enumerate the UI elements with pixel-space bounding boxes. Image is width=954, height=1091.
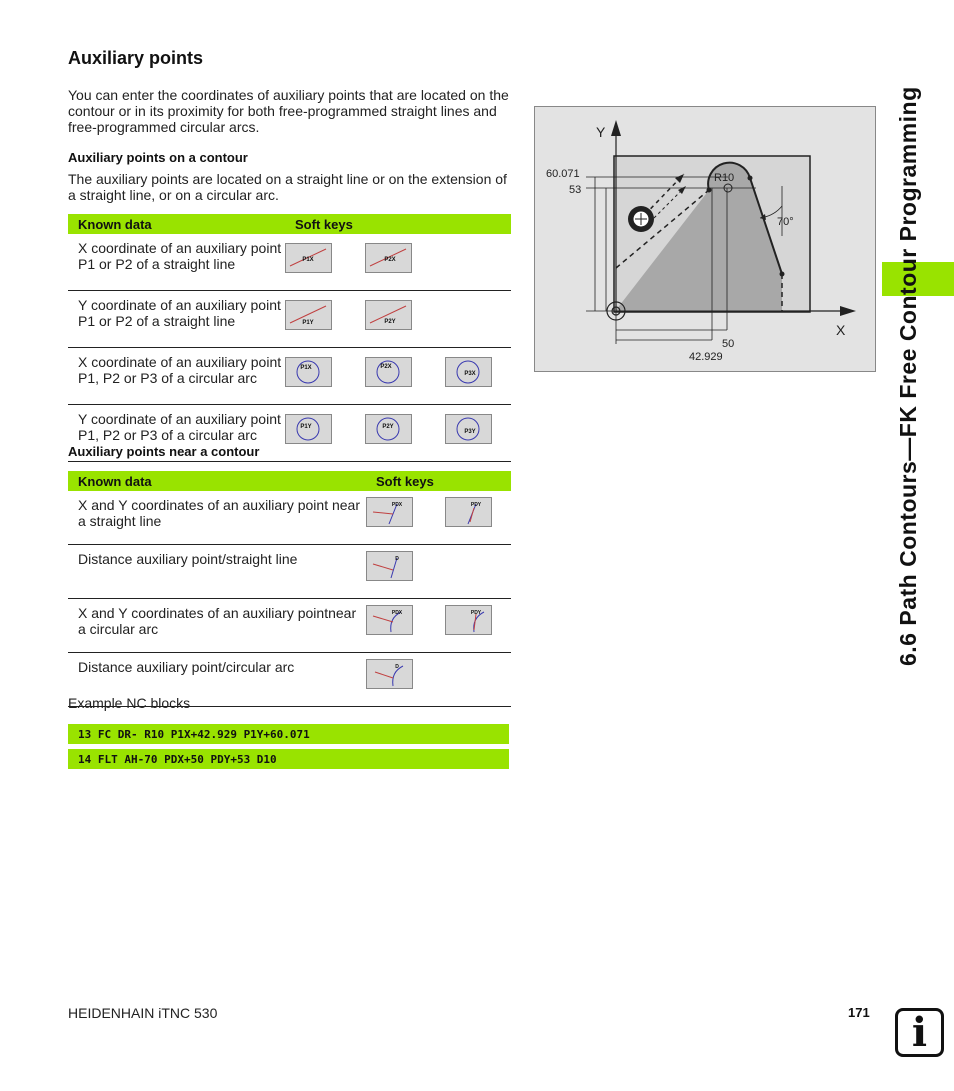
table-header-row (68, 471, 511, 491)
softkey-label: P3Y (464, 429, 476, 435)
softkey-label: PDY (470, 502, 482, 508)
auxiliary-point (780, 272, 785, 277)
table-row (68, 291, 511, 348)
col-soft-keys: Soft keys (366, 471, 511, 491)
table-row (68, 599, 511, 653)
near-contour-table (68, 471, 511, 707)
softkey-p1y-arc[interactable] (285, 414, 332, 444)
axis-label-x: X (836, 322, 846, 338)
softkey-p2y-line[interactable] (365, 300, 412, 330)
softkey-pdy-arc[interactable] (445, 605, 492, 635)
softkey-p3y-arc[interactable] (445, 414, 492, 444)
col-known-data: Known data (68, 214, 285, 234)
row-description: Y coordinate of an auxiliary point P1, P2 or P3 of a circular arc (68, 405, 285, 462)
softkey-label: D (395, 556, 399, 562)
softkey-pdx-line[interactable] (366, 497, 413, 527)
row-description: Y coordinate of an auxiliary point P1 or P2 of a straight line (68, 291, 285, 348)
angle-label: 70° (777, 216, 794, 228)
chapter-title: 6.6 Path Contours—FK Free Contour Programming (895, 86, 921, 666)
softkey-p1x-line[interactable] (285, 243, 332, 273)
example-label: Example NC blocks (68, 695, 191, 711)
row-description: X coordinate of an auxiliary point P1 or P2 of a straight line (68, 234, 285, 291)
col-soft-keys: Soft keys (285, 214, 511, 234)
softkey-label: P2X (380, 364, 392, 370)
softkey-label: P1Y (302, 320, 314, 326)
col-known-data: Known data (68, 471, 366, 491)
softkey-label: PDY (470, 610, 482, 616)
info-icon: i (895, 1008, 944, 1057)
near-contour-heading: Auxiliary points near a contour (68, 444, 260, 459)
softkey-label: P2Y (382, 424, 394, 430)
section-title: Auxiliary points (68, 48, 204, 68)
softkey-label: PDX (391, 610, 403, 616)
dimension-label-42929: 42.929 (689, 351, 723, 363)
dimension-label-60071: 60.071 (546, 168, 580, 180)
softkey-p2x-arc[interactable] (365, 357, 412, 387)
radius-label: R10 (714, 172, 735, 184)
softkey-d-line[interactable] (366, 551, 413, 581)
row-description: X coordinate of an auxiliary point P1, P2 or P3 of a circular arc (68, 348, 285, 405)
softkey-label: P1X (300, 365, 312, 371)
row-description: X and Y coordinates of an auxiliary point near a straight line (68, 491, 366, 545)
row-description: Distance auxiliary point/straight line (68, 545, 366, 599)
dimension-label-53: 53 (569, 184, 582, 196)
softkey-pdy-line[interactable] (445, 497, 492, 527)
intro-paragraph: You can enter the coordinates of auxiliary points that are located on the contour or in its proximity for both free-programmed straight lines and free-programmed circular arcs. (68, 87, 509, 135)
table-row (68, 234, 511, 291)
table-row (68, 545, 511, 599)
softkey-label: P3X (464, 371, 476, 377)
row-description: Distance auxiliary point/circular arc (68, 653, 366, 707)
softkey-label: PDX (391, 502, 403, 508)
table-header-row (68, 214, 511, 234)
page-number: 171 (848, 1005, 870, 1020)
table-row (68, 348, 511, 405)
softkey-label: P2Y (384, 319, 396, 325)
softkey-label: P2X (384, 257, 396, 263)
contour-figure (534, 106, 876, 372)
softkey-p1y-line[interactable] (285, 300, 332, 330)
row-description: X and Y coordinates of an auxiliary pointnear a circular arc (68, 599, 366, 653)
softkey-p3x-arc[interactable] (445, 357, 492, 387)
axis-label-y: Y (596, 124, 606, 140)
softkey-label: D (395, 664, 399, 670)
on-contour-table (68, 214, 511, 462)
dimension-label-50: 50 (722, 338, 735, 350)
softkey-p2y-arc[interactable] (365, 414, 412, 444)
softkey-label: P1X (302, 257, 314, 263)
nc-block: 13 FC DR- R10 P1X+42.929 P1Y+60.071 (68, 724, 509, 744)
on-contour-heading: Auxiliary points on a contour (68, 150, 248, 165)
auxiliary-point (748, 176, 753, 181)
auxiliary-point (707, 188, 712, 193)
nc-block: 14 FLT AH-70 PDX+50 PDY+53 D10 (68, 749, 509, 769)
on-contour-text: The auxiliary points are located on a straight line or on the extension of a straight line, or on a circular arc. (68, 171, 507, 203)
softkey-pdx-arc[interactable] (366, 605, 413, 635)
softkey-label: P1Y (300, 424, 312, 430)
footer-manual-name: HEIDENHAIN iTNC 530 (68, 1005, 218, 1021)
softkey-p2x-line[interactable] (365, 243, 412, 273)
softkey-d-arc[interactable] (366, 659, 413, 689)
softkey-p1x-arc[interactable] (285, 357, 332, 387)
table-row (68, 491, 511, 545)
